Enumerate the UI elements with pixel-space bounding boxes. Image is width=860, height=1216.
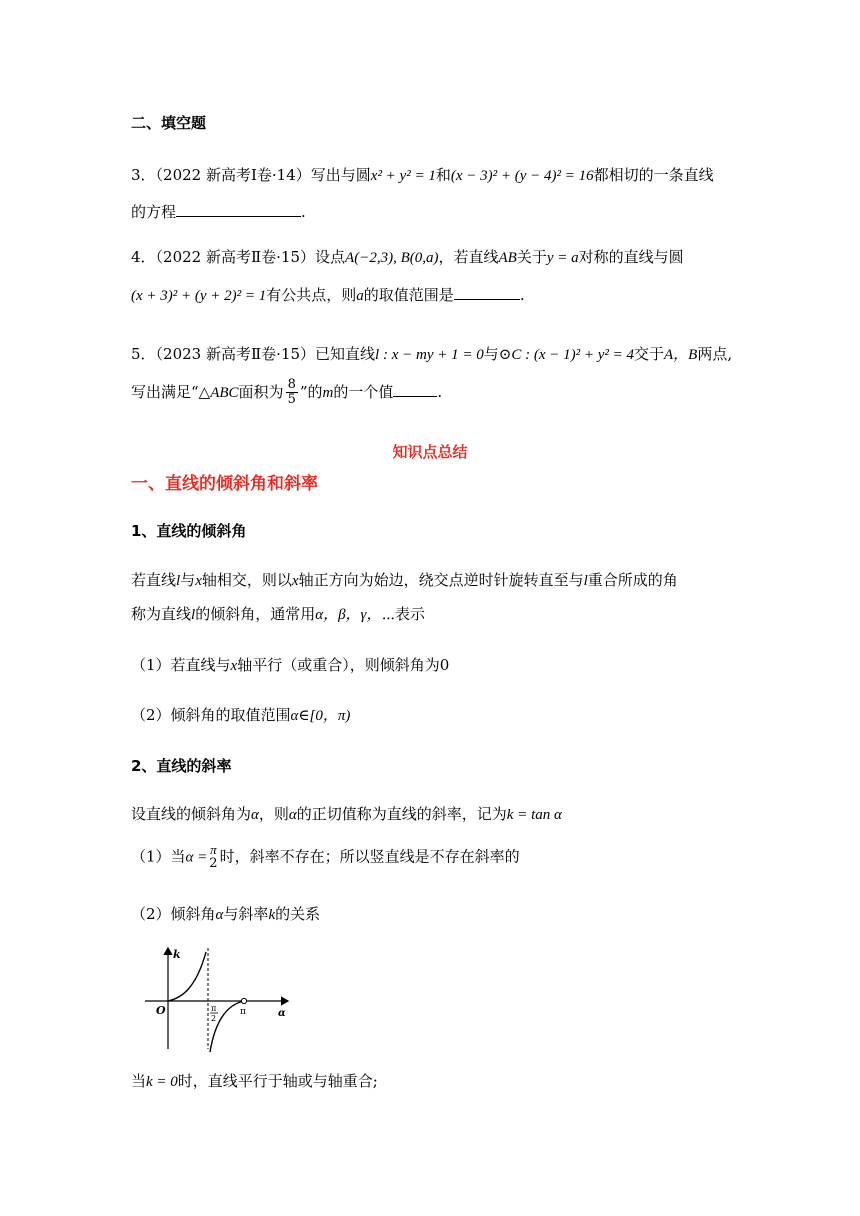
half-pi-num: π bbox=[211, 1004, 217, 1013]
section-heading-fill-blank: 二、填空题 bbox=[131, 114, 207, 132]
summary-title: 知识点总结 bbox=[392, 443, 468, 461]
paragraph-2: 设直线的倾斜角为α，则α的正切值称为直线的斜率，记为k = tan α bbox=[131, 805, 562, 823]
item-2: （2）倾斜角的取值范围α∈[0，π) bbox=[131, 706, 351, 724]
question-5-line1: 5．（2023 新高考Ⅱ卷·15）已知直线l : x − my + 1 = 0与⊙C : (x − 1)² + y² = 4交于A，B两点, bbox=[131, 345, 733, 363]
half-pi-den: 2 bbox=[211, 1014, 217, 1023]
question-5-line2: 写出满足“△ABC面积为 $\frac{8}{5}$ ”的m的一个值 . bbox=[131, 377, 443, 408]
q3-circle-eq1: x² + y² = 1 bbox=[370, 168, 436, 184]
item-3: （1）当α = π 2 时，斜率不存在；所以竖直线是不存在斜率的 bbox=[131, 842, 520, 872]
tan-alpha-graph bbox=[140, 944, 295, 1054]
last-line: 当k = 0时，直线平行于轴或与轴重合; bbox=[131, 1072, 378, 1090]
k-axis-label: k bbox=[173, 948, 181, 961]
sub-heading-inclination: 1、直线的倾斜角 bbox=[131, 522, 247, 540]
question-3-line2: 的方程 . bbox=[131, 203, 306, 221]
question-4-line1: 4．（2022 新高考Ⅱ卷·15）设点A(−2,3), B(0,a)，若直线AB关于y = a对称的直线与圆 bbox=[131, 248, 684, 266]
item3-fraction: π 2 bbox=[209, 842, 218, 872]
q3-answer-blank[interactable] bbox=[176, 202, 301, 217]
origin-label: O bbox=[156, 1004, 166, 1017]
paragraph-1-line1: 若直线l与x轴相交，则以x轴正方向为始边，绕交点逆时针旋转直至与l重合所成的角 bbox=[131, 571, 678, 589]
question-3-line1: 3．（2022 新高考Ⅰ卷·14）写出与圆x² + y² = 1和(x − 3)² + (y − 4)² = 16都相切的一条直线 bbox=[131, 166, 714, 184]
item-1: （1）若直线与x轴平行（或重合），则倾斜角为0 bbox=[131, 656, 450, 674]
paragraph-1-line2: 称为直线l的倾斜角，通常用α，β，γ，⋯表示 bbox=[131, 605, 425, 623]
q5-answer-blank[interactable] bbox=[393, 382, 437, 397]
q3-circle-eq2: (x − 3)² + (y − 4)² = 16 bbox=[450, 168, 594, 184]
pi-label: π bbox=[240, 1007, 246, 1017]
item-4: （2）倾斜角α与斜率k的关系 bbox=[131, 905, 321, 923]
sub-heading-slope: 2、直线的斜率 bbox=[131, 757, 232, 775]
q5-fraction: $\frac{8}{5}$ bbox=[287, 377, 296, 408]
alpha-axis-label: α bbox=[278, 1008, 286, 1019]
section-heading-slope: 一、直线的倾斜角和斜率 bbox=[131, 474, 318, 494]
question-4-line2: (x + 3)² + (y + 2)² = 1有公共点，则a的取值范围是 . bbox=[131, 286, 525, 304]
pi-open-point bbox=[241, 998, 246, 1003]
q4-answer-blank[interactable] bbox=[454, 285, 520, 300]
